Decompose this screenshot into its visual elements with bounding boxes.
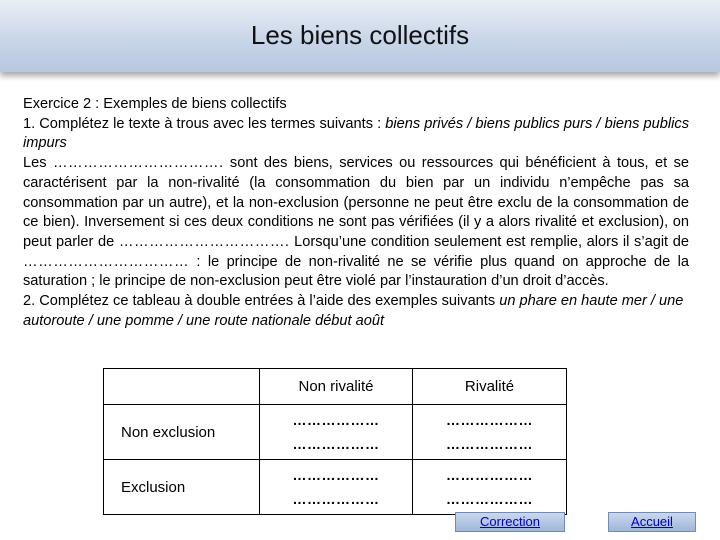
- q2-intro: 2. Complétez ce tableau à double entrées à l’aide des exemples suivants: [23, 293, 500, 310]
- table-row: [104, 405, 567, 460]
- row-label-non-exclusion: Non exclusion: [104, 405, 260, 460]
- table-header-row: [104, 369, 567, 405]
- cell-line: ………………: [292, 412, 380, 428]
- blank-2: …………………………….: [118, 233, 290, 250]
- answer-cell: [413, 405, 567, 460]
- correction-button[interactable]: Correction: [455, 512, 565, 532]
- page-title: Les biens collectifs: [250, 20, 470, 50]
- cell-line: ………………: [446, 491, 533, 507]
- blank-3: ……………………………: [23, 253, 190, 270]
- q1-intro: 1. Complétez le texte à trous avec les termes suivants :: [23, 115, 386, 132]
- cell-line: ………………: [292, 467, 380, 483]
- table-row: [104, 460, 567, 515]
- blank-1: …………………………….: [52, 155, 224, 172]
- q1-terms: biens privés / biens publics purs / biens publics impurs: [23, 115, 689, 152]
- cell-line: ………………: [446, 412, 533, 428]
- q2-examples: un phare en haute mer / une autoroute / une pomme / une route nationale début août: [23, 293, 684, 329]
- answer-cell: [260, 405, 413, 460]
- cell-line: ………………: [292, 491, 380, 507]
- para-mid-2: Lorsqu’une condition seulement est remplie, alors il s’agit de: [289, 233, 689, 250]
- para-mid-1: sont des biens, services ou ressources qui bénéficient à tous, et se caractérisent par la non-rivalité (la consommation du bien par un individu n’empêche pas sa consommation par un autre), et la non-exclusion (personne ne peut être exclu de la consommation de ce bien). Inversement si ces deux conditions ne sont pas vérifiées (il y a alors rivalité et exclusion), on peut parler de: [23, 155, 689, 250]
- cell-line: ………………: [292, 436, 380, 452]
- title-bar: [0, 0, 720, 72]
- table-corner-cell: [104, 369, 260, 405]
- col-header-non-rivalite: Non rivalité: [260, 369, 413, 405]
- para-end: : le principe de non-rivalité ne se vérifie plus quand on approche de la saturation ; le principe de non-exclusion peut être violé par l’instauration d’un droit d’accès.: [23, 253, 689, 290]
- exercise-heading: Exercice 2 : Exemples de biens collectifs: [23, 96, 287, 112]
- col-header-rivalite: Rivalité: [413, 369, 567, 405]
- fill-in-paragraph: [23, 154, 689, 292]
- para-start: Les: [23, 155, 53, 172]
- answer-cell: [260, 460, 413, 515]
- cell-line: ………………: [446, 467, 533, 483]
- question-2: [23, 292, 689, 331]
- answer-cell: [413, 460, 567, 515]
- cell-line: ………………: [446, 436, 533, 452]
- accueil-button[interactable]: Accueil: [608, 512, 696, 532]
- exercise-content: [23, 95, 689, 331]
- classification-table: [103, 368, 567, 515]
- row-label-exclusion: Exclusion: [104, 460, 260, 515]
- question-1: [23, 115, 689, 154]
